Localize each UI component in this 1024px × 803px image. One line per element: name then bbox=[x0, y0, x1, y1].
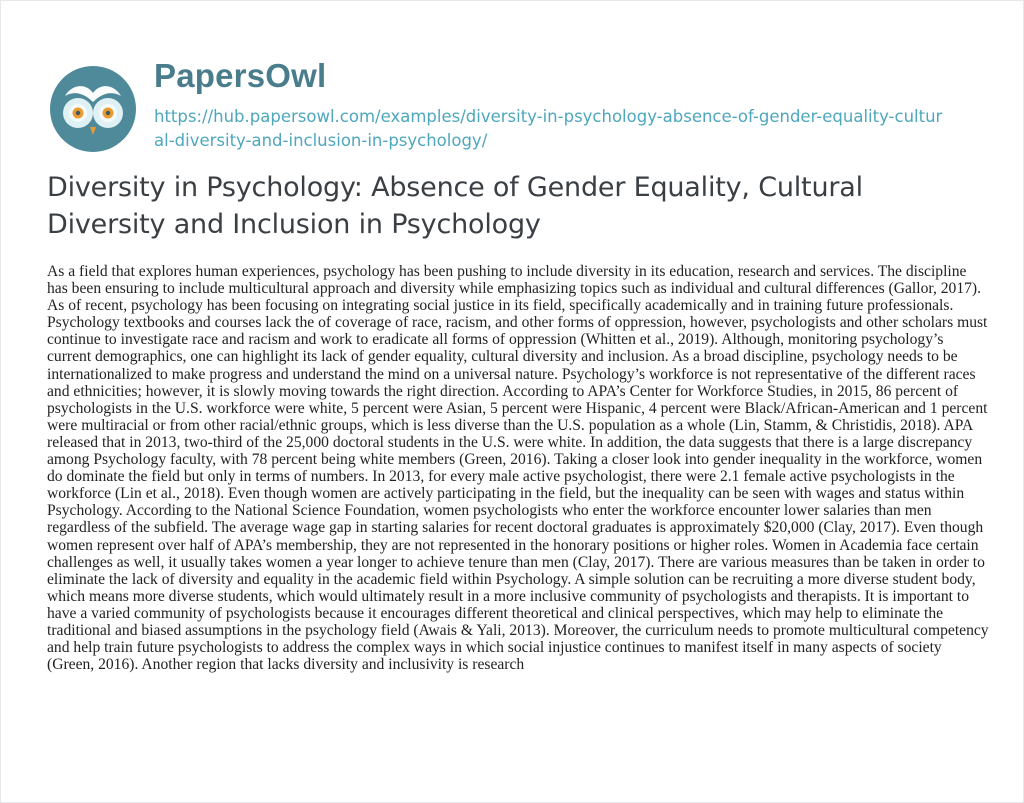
article-body: As a field that explores human experiences, psychology has been pushing to include diversity in its education, research and services. The discipline has been ensuring to include multicultural approach and diversity while emphasizing topics such as individual and cultural differences (Gallor, 2017). As of recent, psychology has been focusing on integrating social justice in its field, specifically academically and in training future professionals. Psychology textbooks and courses lack the of coverage of race, racism, and other forms of oppression, however, psychologists and other scholars must continue to investigate race and racism and work to eradicate all forms of oppression (Whitten et al., 2019). Although, monitoring psychology’s current demographics, one can highlight its lack of gender equality, cultural diversity and inclusion. As a broad discipline, psychology needs to be internationalized to make progress and understand the mind on a universal nature. Psychology’s workforce is not representative of the different races and ethnicities; however, it is slowly moving towards the right direction. According to APA’s Center for Workforce Studies, in 2015, 86 percent of psychologists in the U.S. workforce were white, 5 percent were Asian, 5 percent were Hispanic, 4 percent were Black/African-American and 1 percent were multiracial or from other racial/ethnic groups, which is less diverse than the U.S. population as a whole (Lin, Stamm, & Christidis, 2018). APA released that in 2013, two-third of the 25,000 doctoral students in the U.S. were white. In addition, the data suggests that there is a large discrepancy among Psychology faculty, with 78 percent being white members (Green, 2016). Taking a closer look into gender inequality in the workforce, women do dominate the field but only in terms of numbers. In 2013, for every male active psychologist, there were 2.1 female active psychologists in the workforce (Lin et al., 2018). Even though women are actively participating in the field, but the inequality can be seen with wages and status within Psychology. According to the National Science Foundation, women psychologists who enter the workforce encounter lower salaries than men regardless of the subfield. The average wage gap in starting salaries for recent doctoral graduates is approximately $20,000 (Clay, 2017). Even though women represent over half of APA’s membership, they are not represented in the honorary positions or higher roles. Women in Academia face certain challenges as well, it usually takes women a year longer to achieve tenure than men (Clay, 2017). There are various measures than be taken in order to eliminate the lack of diversity and equality in the academic field within Psychology. A simple solution can be recruiting a more diverse student body, which means more diverse students, which would ultimately result in a more inclusive community of psychologists and therapists. It is important to have a varied community of psychologists because it encourages different theoretical and clinical perspectives, which may help to eliminate the traditional and biased assumptions in the psychology field (Awais & Yali, 2013). Moreover, the curriculum needs to promote multicultural competency and help train future psychologists to address the complex ways in which social injustice continues to manifest itself in many aspects of society (Green, 2016). Another region that lacks diversity and inclusivity is research bbox=[47, 263, 989, 674]
source-url-link[interactable]: https://hub.papersowl.com/examples/diversity-in-psychology-absence-of-gender-equality-cultural-diversity-and-inclusion-in-psychology/ bbox=[154, 107, 943, 150]
brand-name[interactable]: PapersOwl bbox=[154, 57, 327, 94]
page-header bbox=[47, 53, 983, 153]
page-title: Diversity in Psychology: Absence of Gender Equality, Cultural Diversity and Inclusion in Psychology bbox=[47, 172, 863, 240]
owl-face-icon bbox=[47, 63, 139, 155]
